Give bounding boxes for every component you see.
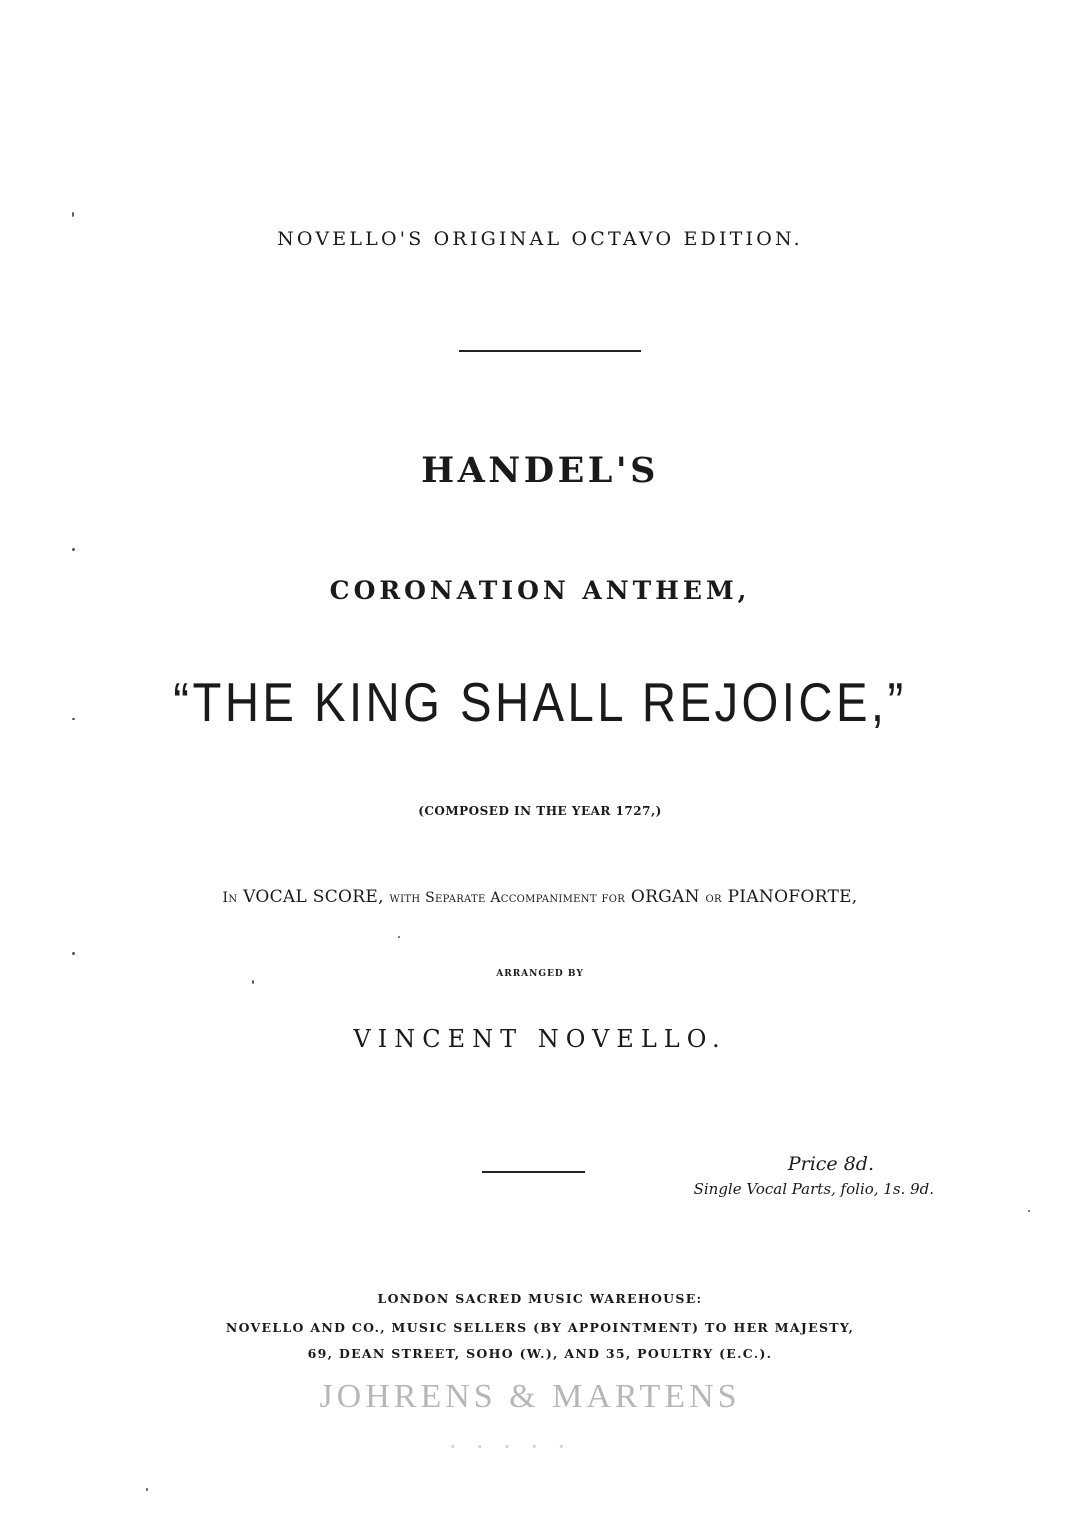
scoring-or: or bbox=[705, 890, 722, 906]
arranged-by-label: ARRANGED BY bbox=[496, 969, 584, 979]
library-stamp-line-2: · · · · · bbox=[448, 1432, 572, 1461]
imprint-line-2: NOVELLO AND CO., MUSIC SELLERS (BY APPOINTMENT) TO HER MAJESTY, bbox=[225, 1320, 855, 1335]
work-type: CORONATION ANTHEM, bbox=[329, 576, 751, 605]
library-stamp-line-1: JOHRENS & MARTENS bbox=[319, 1378, 741, 1415]
scan-speck bbox=[146, 1488, 148, 1491]
scan-speck bbox=[398, 936, 400, 938]
top-rule bbox=[459, 350, 641, 352]
price: Price 8d. bbox=[787, 1153, 874, 1175]
scoring-in: In bbox=[222, 890, 238, 906]
arranger-name: VINCENT NOVELLO. bbox=[353, 1025, 727, 1053]
series-title: NOVELLO'S ORIGINAL OCTAVO EDITION. bbox=[277, 228, 803, 250]
scan-speck bbox=[72, 212, 74, 217]
scan-speck bbox=[252, 980, 254, 984]
scoring-organ: ORGAN bbox=[630, 887, 700, 907]
imprint-line-1: LONDON SACRED MUSIC WAREHOUSE: bbox=[377, 1291, 703, 1306]
scoring-description bbox=[0, 887, 1080, 907]
scan-speck bbox=[72, 718, 75, 720]
scoring-vocal-score: VOCAL SCORE, bbox=[243, 887, 384, 907]
composition-year: (COMPOSED IN THE YEAR 1727,) bbox=[418, 804, 662, 818]
scoring-accompaniment: with Separate Accompaniment for bbox=[389, 890, 626, 906]
middle-rule bbox=[482, 1171, 585, 1173]
imprint-line-3: 69, DEAN STREET, SOHO (W.), AND 35, POULTRY (E.C.). bbox=[307, 1346, 773, 1361]
scoring-pianoforte: PIANOFORTE, bbox=[727, 887, 858, 907]
scan-speck bbox=[72, 952, 75, 955]
scan-speck bbox=[1028, 1210, 1030, 1212]
work-title: “THE KING SHALL REJOICE,” bbox=[173, 671, 907, 733]
scan-speck bbox=[72, 548, 75, 551]
vocal-parts-price: Single Vocal Parts, folio, 1s. 9d. bbox=[693, 1180, 934, 1198]
composer-name: HANDEL'S bbox=[421, 450, 659, 491]
